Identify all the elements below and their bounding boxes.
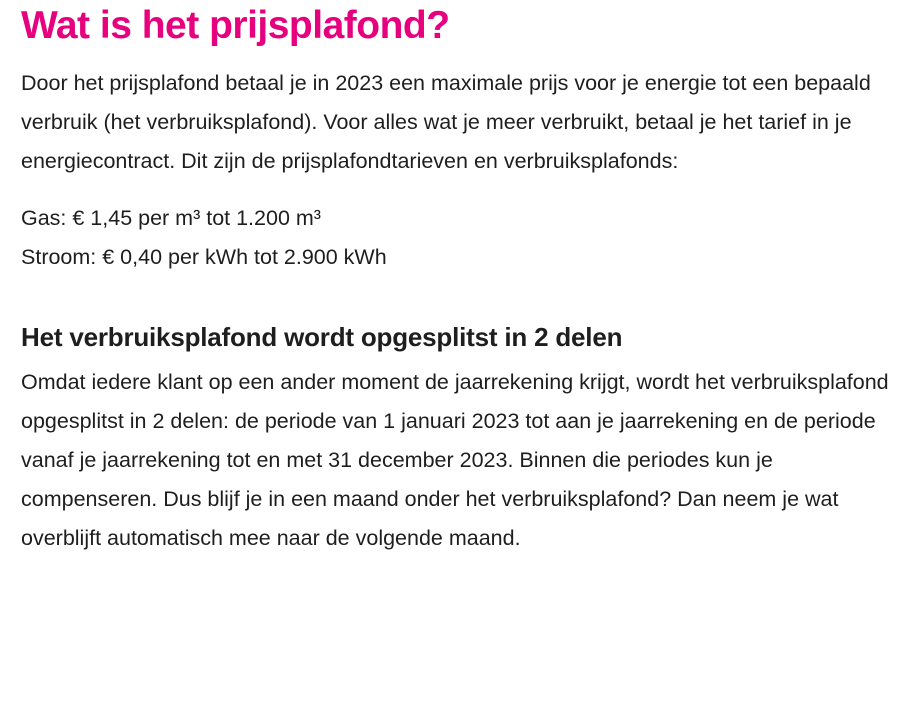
gas-tariff: Gas: € 1,45 per m³ tot 1.200 m³: [21, 206, 321, 230]
page-title: Wat is het prijsplafond?: [21, 4, 450, 47]
power-tariff: Stroom: € 0,40 per kWh tot 2.900 kWh: [21, 245, 387, 269]
section-heading: Het verbruiksplafond wordt opgesplitst in 2 delen: [21, 322, 623, 352]
tariff-list: [21, 199, 891, 277]
intro-paragraph: Door het prijsplafond betaal je in 2023 een maximale prijs voor je energie tot een bepaald verbruik (het verbruiksplafond). Voor alles wat je meer verbruikt, betaal je het tarief in je energiecontract. Dit zijn de prijsplafondtarieven en verbruiksplafonds:: [21, 71, 871, 173]
section-paragraph: Omdat iedere klant op een ander moment de jaarrekening krijgt, wordt het verbruiksplafond opgesplitst in 2 delen: de periode van 1 januari 2023 tot aan je jaarrekening en de periode vanaf je jaarrekening tot en met 31 december 2023. Binnen die periodes kun je compenseren. Dus blijf je in een maand onder het verbruiksplafond? Dan neem je wat overblijft automatisch mee naar de volgende maand.: [21, 370, 889, 550]
